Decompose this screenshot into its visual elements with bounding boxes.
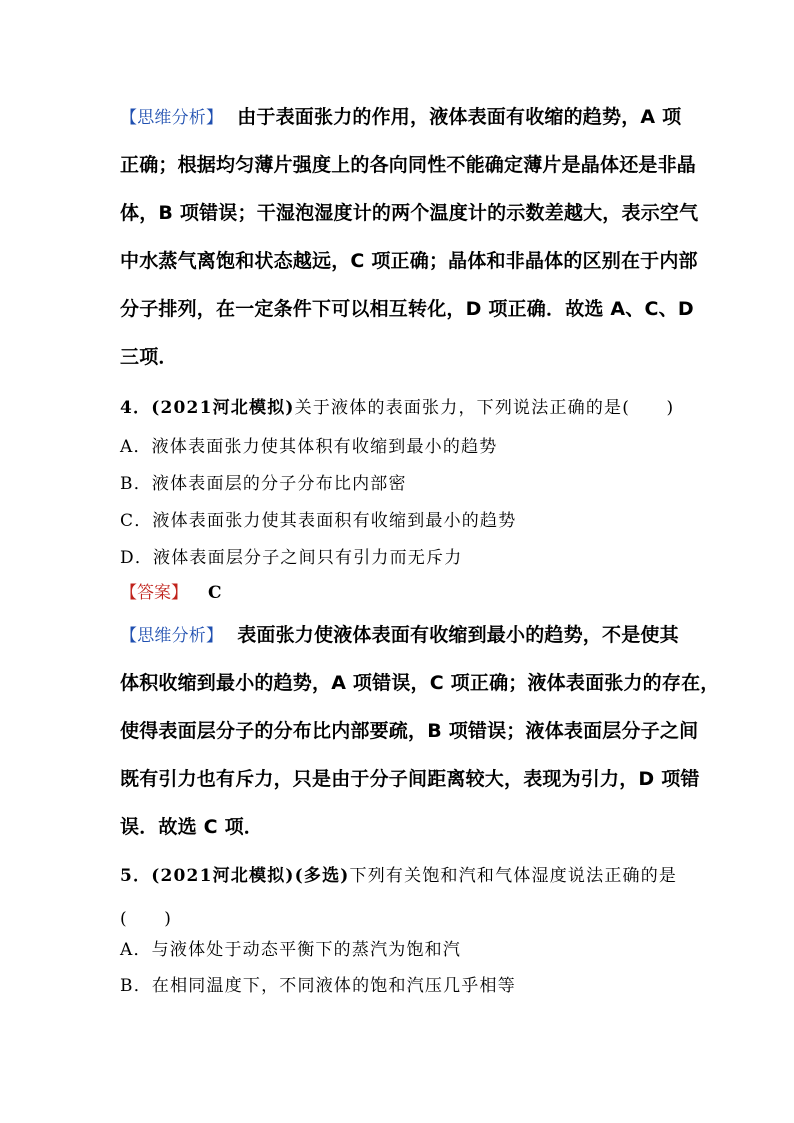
answer-value: C xyxy=(208,583,222,603)
question-source: (2021河北模拟) xyxy=(151,398,295,418)
analysis-1-line-3: 体，B 项错误；干湿泡湿度计的两个温度计的示数差越大，表示空气 xyxy=(120,202,699,224)
analysis-text: 由于表面张力的作用，液体表面有收缩的趋势，A 项 xyxy=(237,106,682,128)
question-number: 4． xyxy=(120,398,152,418)
question-5-option-a: A．与液体处于动态平衡下的蒸汽为饱和汽 xyxy=(120,940,462,960)
question-4-option-c: C．液体表面张力使其表面积有收缩到最小的趋势 xyxy=(120,511,517,531)
analysis-text: 表面张力使液体表面有收缩到最小的趋势，不是使其 xyxy=(237,624,679,646)
question-4-option-a: A．液体表面张力使其体积有收缩到最小的趋势 xyxy=(120,437,498,457)
question-5-stem xyxy=(120,861,677,886)
analysis-tag: 【思维分析】 xyxy=(120,626,224,646)
analysis-1-line-2: 正确；根据均匀薄片强度上的各向同性不能确定薄片是晶体还是非晶 xyxy=(120,154,697,176)
question-4-stem xyxy=(120,393,674,418)
question-source: (2021河北模拟) xyxy=(151,866,295,886)
analysis-1-line-4: 中水蒸气离饱和状态越远，C 项正确；晶体和非晶体的区别在于内部 xyxy=(120,250,698,272)
question-4-option-b: B．液体表面层的分子分布比内部密 xyxy=(120,474,407,494)
analysis-tag: 【思维分析】 xyxy=(120,108,224,128)
question-text: 下列有关饱和汽和气体湿度说法正确的是 xyxy=(349,866,678,886)
analysis-2-line-5: 误．故选 C 项． xyxy=(120,816,263,838)
question-4-option-d: D．液体表面层分子之间只有引力而无斥力 xyxy=(120,548,463,568)
question-type: (多选) xyxy=(294,866,350,886)
analysis-1-line-6: 三项． xyxy=(120,346,178,368)
answer-tag: 【答案】 xyxy=(120,583,188,603)
question-number: 5． xyxy=(120,866,152,886)
analysis-1-line-1 xyxy=(120,102,681,129)
analysis-2-line-3: 使得表面层分子的分布比内部要疏，B 项错误；液体表面层分子之间 xyxy=(120,720,699,742)
question-4-answer xyxy=(120,578,222,603)
question-5-option-b: B．在相同温度下，不同液体的饱和汽压几乎相等 xyxy=(120,976,516,996)
question-5-blank: ( ) xyxy=(120,909,173,929)
analysis-2-line-4: 既有引力也有斥力，只是由于分子间距离较大，表现为引力，D 项错 xyxy=(120,768,700,790)
analysis-2-line-2: 体积收缩到最小的趋势，A 项错误，C 项正确；液体表面张力的存在， xyxy=(120,672,720,694)
analysis-2-line-1 xyxy=(120,620,679,647)
question-text: 关于液体的表面张力，下列说法正确的是( ) xyxy=(294,398,675,418)
analysis-1-line-5: 分子排列，在一定条件下可以相互转化，D 项正确．故选 A、C、D xyxy=(120,298,694,320)
